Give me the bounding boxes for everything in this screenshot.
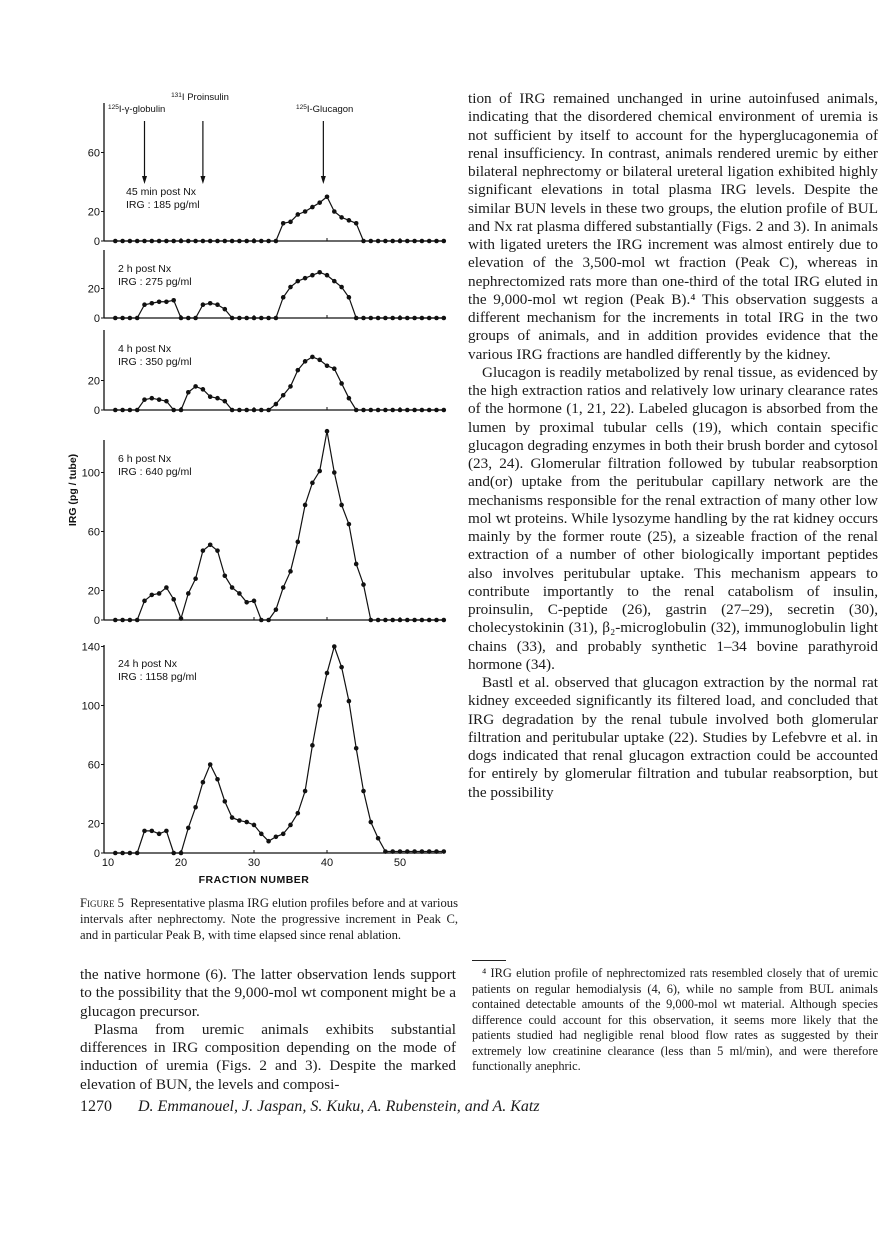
data-point bbox=[179, 616, 184, 621]
data-point bbox=[317, 469, 322, 474]
data-point bbox=[405, 618, 410, 623]
data-point bbox=[303, 359, 308, 364]
data-point bbox=[442, 239, 447, 244]
data-point bbox=[420, 408, 425, 413]
data-point bbox=[281, 393, 286, 398]
marker-prefix: I- bbox=[306, 104, 313, 115]
data-point bbox=[274, 316, 279, 321]
data-point bbox=[186, 316, 191, 321]
elution-profile-figure bbox=[0, 0, 470, 890]
data-point bbox=[281, 221, 286, 226]
data-point bbox=[412, 618, 417, 623]
data-point bbox=[244, 316, 249, 321]
panel-irg-label: IRG : 275 pg/ml bbox=[118, 276, 192, 288]
data-point bbox=[288, 823, 293, 828]
data-point bbox=[135, 851, 140, 856]
data-point bbox=[354, 408, 359, 413]
panel-irg-label: IRG : 350 pg/ml bbox=[118, 356, 192, 368]
data-point bbox=[347, 295, 352, 300]
chart-panel bbox=[82, 429, 446, 627]
marker-label bbox=[108, 104, 165, 115]
data-point bbox=[369, 820, 374, 825]
data-point bbox=[266, 839, 271, 844]
data-point bbox=[325, 363, 330, 368]
data-point bbox=[171, 239, 176, 244]
data-point bbox=[157, 591, 162, 596]
data-point bbox=[201, 548, 206, 553]
panel-time-label: 2 h post Nx bbox=[118, 263, 172, 275]
data-point bbox=[120, 316, 125, 321]
data-point bbox=[157, 397, 162, 402]
data-point bbox=[398, 408, 403, 413]
marker-label bbox=[171, 92, 229, 103]
data-point bbox=[113, 618, 118, 623]
paragraph: tion of IRG remained unchanged in urine autoinfused animals, indicating that the disordered chemical environment of uremia is not sufficient by itself to account for the hyperglucagonemia of renal insufficiency. In contrast, animals rendered uremic by either bilateral nephrectomy or bilateral ureteral ligation exhibited highly significant elevations in total plasma IRG levels. Despite the similar BUN levels in these two groups, the elution profile of BUL and Nx rat plasma differed substantially (Figs. 2 and 3). In animals with ligated ureters the IRG increment was almost entirely due to elevation of the 3,500-mol wt fraction (Peak C), whereas in nephrectomized rats more than one-third of the total IRG eluted in the 9,000-mol wt region (Peak B).⁴ This observation suggests a different mechanism for the increments in total IRG in the two groups of animals, and in addition provides evidence that the various IRG fractions are handled differently by the kidney. bbox=[468, 90, 878, 363]
chart-panel bbox=[88, 103, 446, 248]
marker-name: γ-globulin bbox=[124, 104, 166, 115]
data-point bbox=[208, 542, 213, 547]
data-point bbox=[120, 851, 125, 856]
right-column-text bbox=[468, 90, 878, 802]
data-point bbox=[186, 239, 191, 244]
data-point bbox=[339, 285, 344, 290]
data-point bbox=[142, 302, 147, 307]
data-point bbox=[201, 239, 206, 244]
data-point bbox=[179, 851, 184, 856]
data-point bbox=[296, 279, 301, 284]
data-point bbox=[347, 218, 352, 223]
paragraph: Plasma from uremic animals exhibits substantial differences in IRG composition depending on the mode of induction of uremia (Figs. 2 and 3). Despite the marked elevation of BUN, the levels and composi- bbox=[80, 1020, 456, 1093]
data-point bbox=[164, 239, 169, 244]
isotope-superscript: 131 bbox=[171, 92, 182, 99]
data-point bbox=[266, 408, 271, 413]
data-point bbox=[223, 799, 228, 804]
data-point bbox=[281, 585, 286, 590]
panel-irg-label: IRG : 185 pg/ml bbox=[126, 199, 200, 211]
y-tick-label: 0 bbox=[93, 615, 100, 627]
page-footer bbox=[80, 1098, 540, 1116]
data-point bbox=[317, 703, 322, 708]
data-point bbox=[150, 301, 155, 306]
data-point bbox=[405, 849, 410, 854]
data-point bbox=[135, 316, 140, 321]
data-point bbox=[259, 618, 264, 623]
data-point bbox=[442, 849, 447, 854]
data-point bbox=[128, 618, 133, 623]
data-point bbox=[230, 815, 235, 820]
data-point bbox=[215, 777, 220, 782]
data-point bbox=[390, 316, 395, 321]
data-point bbox=[164, 829, 169, 834]
data-point bbox=[376, 239, 381, 244]
data-point bbox=[303, 276, 308, 281]
data-point bbox=[310, 743, 315, 748]
data-point bbox=[376, 836, 381, 841]
data-point bbox=[215, 548, 220, 553]
data-point bbox=[142, 239, 147, 244]
data-point bbox=[150, 239, 155, 244]
y-tick-label: 60 bbox=[87, 526, 100, 539]
data-point bbox=[237, 316, 242, 321]
marker-arrowhead-icon bbox=[142, 176, 147, 184]
data-point bbox=[288, 384, 293, 389]
data-point bbox=[325, 194, 330, 199]
data-point bbox=[303, 209, 308, 214]
caption-label: Figure 5 bbox=[80, 896, 124, 910]
data-point bbox=[427, 408, 432, 413]
data-point bbox=[252, 316, 257, 321]
data-point bbox=[296, 212, 301, 217]
data-point bbox=[223, 239, 228, 244]
data-point bbox=[230, 239, 235, 244]
data-point bbox=[215, 239, 220, 244]
data-point bbox=[434, 849, 439, 854]
data-point bbox=[390, 408, 395, 413]
data-point bbox=[427, 239, 432, 244]
data-point bbox=[317, 200, 322, 205]
chart-panel bbox=[88, 250, 446, 325]
marker-prefix: I- bbox=[118, 104, 125, 115]
data-point bbox=[179, 239, 184, 244]
data-point bbox=[215, 302, 220, 307]
data-point bbox=[274, 402, 279, 407]
data-point bbox=[434, 239, 439, 244]
data-point bbox=[171, 851, 176, 856]
data-point bbox=[288, 569, 293, 574]
data-point bbox=[252, 408, 257, 413]
marker-arrowhead-icon bbox=[321, 176, 326, 184]
data-point bbox=[427, 849, 432, 854]
data-point bbox=[376, 316, 381, 321]
data-point bbox=[252, 823, 257, 828]
data-point bbox=[244, 820, 249, 825]
data-point bbox=[405, 239, 410, 244]
footnote-divider bbox=[472, 960, 506, 961]
paragraph: Glucagon is readily metabolized by renal tissue, as evidenced by the high extraction ratios and relatively low urinary clearance rates of the hormone (1, 21, 22). Labeled glucagon is absorbed from the lumen by proximal tubular cells (19), which contain specific glucagon degrading enzymes in both their brush border and cytosol (23, 24). Glomerular filtration followed by tubular reabsorption and(or) uptake from the peritubular capillary network are the mechanisms responsible for the renal extraction of many other low mol wt proteins. While lysozyme handling by the rat kidney occurs mainly by the former route (25), a sizeable fraction of the renal extraction of a number of other biologically important peptides also involves peritubular uptake. This mechanism appears to contribute importantly to the renal catabolism of insulin, proinsulin, C-peptide (26), gastrin (27–29), secretin (30), cholecystokinin (31), β₂-microglobulin (32), immunoglobulin light chains (33), and probably synthetic 1–34 bovine parathyroid hormone (34). bbox=[468, 363, 878, 673]
y-tick-label: 100 bbox=[81, 700, 100, 713]
data-point bbox=[442, 408, 447, 413]
data-point bbox=[128, 408, 133, 413]
data-point bbox=[164, 585, 169, 590]
data-point bbox=[193, 384, 198, 389]
data-point bbox=[339, 381, 344, 386]
data-point bbox=[296, 811, 301, 816]
data-point bbox=[186, 591, 191, 596]
marker-arrowhead-icon bbox=[200, 176, 205, 184]
data-point bbox=[369, 239, 374, 244]
data-point bbox=[128, 316, 133, 321]
data-point bbox=[230, 408, 235, 413]
data-point bbox=[390, 239, 395, 244]
data-point bbox=[120, 618, 125, 623]
data-point bbox=[412, 316, 417, 321]
data-point bbox=[274, 239, 279, 244]
x-tick-label: 10 bbox=[101, 857, 115, 869]
data-point bbox=[339, 503, 344, 508]
data-point bbox=[171, 298, 176, 303]
data-point bbox=[339, 665, 344, 670]
data-point bbox=[281, 832, 286, 837]
data-point bbox=[354, 746, 359, 751]
data-point bbox=[288, 285, 293, 290]
data-point bbox=[201, 302, 206, 307]
data-point bbox=[347, 522, 352, 527]
data-point bbox=[266, 239, 271, 244]
data-point bbox=[259, 239, 264, 244]
data-point bbox=[398, 316, 403, 321]
data-point bbox=[361, 789, 366, 794]
data-point bbox=[310, 481, 315, 486]
x-tick-label: 40 bbox=[320, 857, 334, 869]
data-point bbox=[354, 221, 359, 226]
data-point bbox=[325, 429, 330, 434]
data-point bbox=[412, 239, 417, 244]
data-point bbox=[193, 239, 198, 244]
data-point bbox=[237, 591, 242, 596]
data-point bbox=[157, 832, 162, 837]
y-tick-label: 60 bbox=[87, 759, 100, 772]
data-point bbox=[420, 239, 425, 244]
data-point bbox=[266, 618, 271, 623]
data-point bbox=[157, 299, 162, 304]
data-point bbox=[303, 789, 308, 794]
data-point bbox=[120, 239, 125, 244]
data-point bbox=[354, 316, 359, 321]
marker-name: Glucagon bbox=[312, 104, 354, 115]
data-point bbox=[383, 618, 388, 623]
data-point bbox=[244, 408, 249, 413]
data-point bbox=[361, 582, 366, 587]
panel-time-label: 6 h post Nx bbox=[118, 453, 172, 465]
data-point bbox=[171, 597, 176, 602]
data-point bbox=[259, 832, 264, 837]
data-point bbox=[376, 618, 381, 623]
data-point bbox=[164, 399, 169, 404]
data-point bbox=[347, 699, 352, 704]
data-point bbox=[193, 576, 198, 581]
data-point bbox=[383, 849, 388, 854]
data-point bbox=[317, 270, 322, 275]
data-point bbox=[288, 220, 293, 225]
data-point bbox=[223, 573, 228, 578]
data-point bbox=[361, 316, 366, 321]
y-tick-label: 20 bbox=[87, 206, 100, 219]
data-point bbox=[339, 215, 344, 220]
data-point bbox=[274, 607, 279, 612]
y-tick-label: 140 bbox=[81, 641, 100, 654]
data-point bbox=[193, 805, 198, 810]
data-point bbox=[259, 408, 264, 413]
data-point bbox=[405, 316, 410, 321]
data-point bbox=[128, 851, 133, 856]
data-point bbox=[274, 834, 279, 839]
data-point bbox=[135, 408, 140, 413]
data-point bbox=[354, 562, 359, 567]
data-point bbox=[142, 397, 147, 402]
y-axis-label: IRG (pg / tube) bbox=[67, 453, 79, 527]
y-tick-label: 0 bbox=[93, 405, 100, 417]
data-point bbox=[420, 316, 425, 321]
data-point bbox=[317, 358, 322, 363]
panel-time-label: 4 h post Nx bbox=[118, 343, 172, 355]
paragraph: Bastl et al. observed that glucagon extraction by the normal rat kidney exceeded significantly its filtered load, and concluded that IRG degradation by the renal tubule involved both glomerular filtration and peritubular uptake (22). Studies by Lefebvre et al. in dogs indicated that renal glucagon extraction could be accounted for entirely by glomerular filtration and tubular reabsorption, but the possibility bbox=[468, 674, 878, 801]
x-tick-label: 20 bbox=[174, 857, 188, 869]
data-point bbox=[208, 762, 213, 767]
data-point bbox=[434, 316, 439, 321]
isotope-superscript: 125 bbox=[108, 104, 119, 111]
data-point bbox=[179, 408, 184, 413]
x-tick-label: 50 bbox=[393, 857, 407, 869]
data-point bbox=[208, 239, 213, 244]
data-point bbox=[369, 316, 374, 321]
paragraph: the native hormone (6). The latter observation lends support to the possibility that the 9,000-mol wt component might be a glucagon precursor. bbox=[80, 966, 456, 1020]
data-point bbox=[434, 618, 439, 623]
data-point bbox=[442, 316, 447, 321]
data-point bbox=[244, 600, 249, 605]
data-point bbox=[223, 399, 228, 404]
data-point bbox=[325, 273, 330, 278]
data-point bbox=[332, 366, 337, 371]
data-point bbox=[369, 618, 374, 623]
data-point bbox=[376, 408, 381, 413]
data-point bbox=[186, 390, 191, 395]
data-point bbox=[244, 239, 249, 244]
chart-panel bbox=[88, 330, 446, 417]
data-point bbox=[332, 644, 337, 649]
data-point bbox=[361, 408, 366, 413]
page-number: 1270 bbox=[80, 1098, 112, 1115]
y-tick-label: 20 bbox=[87, 283, 100, 296]
footnote: ⁴ IRG elution profile of nephrectomized rats resembled closely that of uremic patients on regular hemodialysis (4, 6), while no sample from BUL animals contained detectable amounts of the 9,000-mol wt material. Although species difference could account for this observation, it seems more likely that the patients studied had negligible renal blood flow rates as suggested by their extremely low creatinine clearance (less than 5 ml/min), and were therefore functionally anephric. bbox=[472, 966, 878, 1073]
data-point bbox=[383, 239, 388, 244]
data-point bbox=[310, 273, 315, 278]
x-tick-label: 30 bbox=[247, 857, 261, 869]
data-point bbox=[281, 295, 286, 300]
data-point bbox=[142, 829, 147, 834]
data-point bbox=[142, 599, 147, 604]
isotope-superscript: 125 bbox=[296, 104, 307, 111]
data-point bbox=[266, 316, 271, 321]
data-point bbox=[113, 239, 118, 244]
data-point bbox=[208, 301, 213, 306]
y-tick-label: 20 bbox=[87, 585, 100, 598]
data-point bbox=[120, 408, 125, 413]
data-point bbox=[383, 316, 388, 321]
data-point bbox=[193, 316, 198, 321]
data-point bbox=[252, 599, 257, 604]
caption-text: Representative plasma IRG elution profiles before and at various intervals after nephrectomy. Note the progressive increment in Peak C, and in particular Peak B, with time elapsed since renal ablation. bbox=[80, 896, 458, 942]
data-point bbox=[427, 618, 432, 623]
data-point bbox=[310, 205, 315, 210]
data-point bbox=[296, 368, 301, 373]
data-point bbox=[215, 396, 220, 401]
marker-prefix: I bbox=[181, 92, 188, 103]
data-point bbox=[390, 618, 395, 623]
data-point bbox=[171, 408, 176, 413]
data-point bbox=[113, 316, 118, 321]
y-tick-label: 20 bbox=[87, 818, 100, 831]
chart-panel bbox=[82, 642, 446, 861]
data-point bbox=[427, 316, 432, 321]
x-axis-label: FRACTION NUMBER bbox=[198, 874, 310, 886]
data-point bbox=[157, 239, 162, 244]
data-point bbox=[230, 585, 235, 590]
data-point bbox=[150, 396, 155, 401]
left-column-text bbox=[80, 966, 456, 1094]
data-point bbox=[259, 316, 264, 321]
data-point bbox=[113, 851, 118, 856]
y-tick-label: 100 bbox=[81, 467, 100, 480]
data-point bbox=[420, 849, 425, 854]
data-point bbox=[237, 818, 242, 823]
data-point bbox=[208, 394, 213, 399]
panel-time-label: 45 min post Nx bbox=[126, 186, 197, 198]
y-tick-label: 0 bbox=[93, 848, 100, 860]
data-point bbox=[325, 671, 330, 676]
data-point bbox=[201, 387, 206, 392]
data-point bbox=[347, 396, 352, 401]
data-point bbox=[237, 239, 242, 244]
data-point bbox=[332, 470, 337, 475]
y-tick-label: 0 bbox=[93, 236, 100, 248]
data-point bbox=[296, 540, 301, 545]
marker-label bbox=[296, 104, 353, 115]
data-point bbox=[332, 209, 337, 214]
data-point bbox=[383, 408, 388, 413]
data-point bbox=[361, 239, 366, 244]
panel-time-label: 24 h post Nx bbox=[118, 658, 177, 670]
data-point bbox=[398, 618, 403, 623]
data-point bbox=[398, 239, 403, 244]
data-point bbox=[237, 408, 242, 413]
data-point bbox=[113, 408, 118, 413]
figure-caption bbox=[80, 895, 458, 943]
data-point bbox=[390, 849, 395, 854]
y-tick-label: 0 bbox=[93, 313, 100, 325]
data-point bbox=[150, 829, 155, 834]
authors: D. Emmanouel, J. Jaspan, S. Kuku, A. Rubenstein, and A. Katz bbox=[138, 1098, 540, 1115]
data-point bbox=[310, 355, 315, 360]
data-point bbox=[442, 618, 447, 623]
data-point bbox=[412, 408, 417, 413]
data-point bbox=[398, 849, 403, 854]
y-tick-label: 20 bbox=[87, 375, 100, 388]
panel-irg-label: IRG : 1158 pg/ml bbox=[118, 671, 197, 683]
panel-irg-label: IRG : 640 pg/ml bbox=[118, 466, 192, 478]
data-point bbox=[164, 299, 169, 304]
data-point bbox=[369, 408, 374, 413]
data-point bbox=[128, 239, 133, 244]
data-point bbox=[412, 849, 417, 854]
data-point bbox=[201, 780, 206, 785]
data-point bbox=[434, 408, 439, 413]
data-point bbox=[252, 239, 257, 244]
data-point bbox=[230, 316, 235, 321]
y-tick-label: 60 bbox=[87, 147, 100, 160]
data-point bbox=[420, 618, 425, 623]
data-point bbox=[303, 503, 308, 508]
data-point bbox=[135, 618, 140, 623]
data-point bbox=[179, 316, 184, 321]
data-point bbox=[405, 408, 410, 413]
data-point bbox=[223, 307, 228, 312]
data-point bbox=[135, 239, 140, 244]
data-point bbox=[150, 593, 155, 598]
data-point bbox=[186, 826, 191, 831]
marker-name: Proinsulin bbox=[187, 92, 229, 103]
data-point bbox=[332, 279, 337, 284]
